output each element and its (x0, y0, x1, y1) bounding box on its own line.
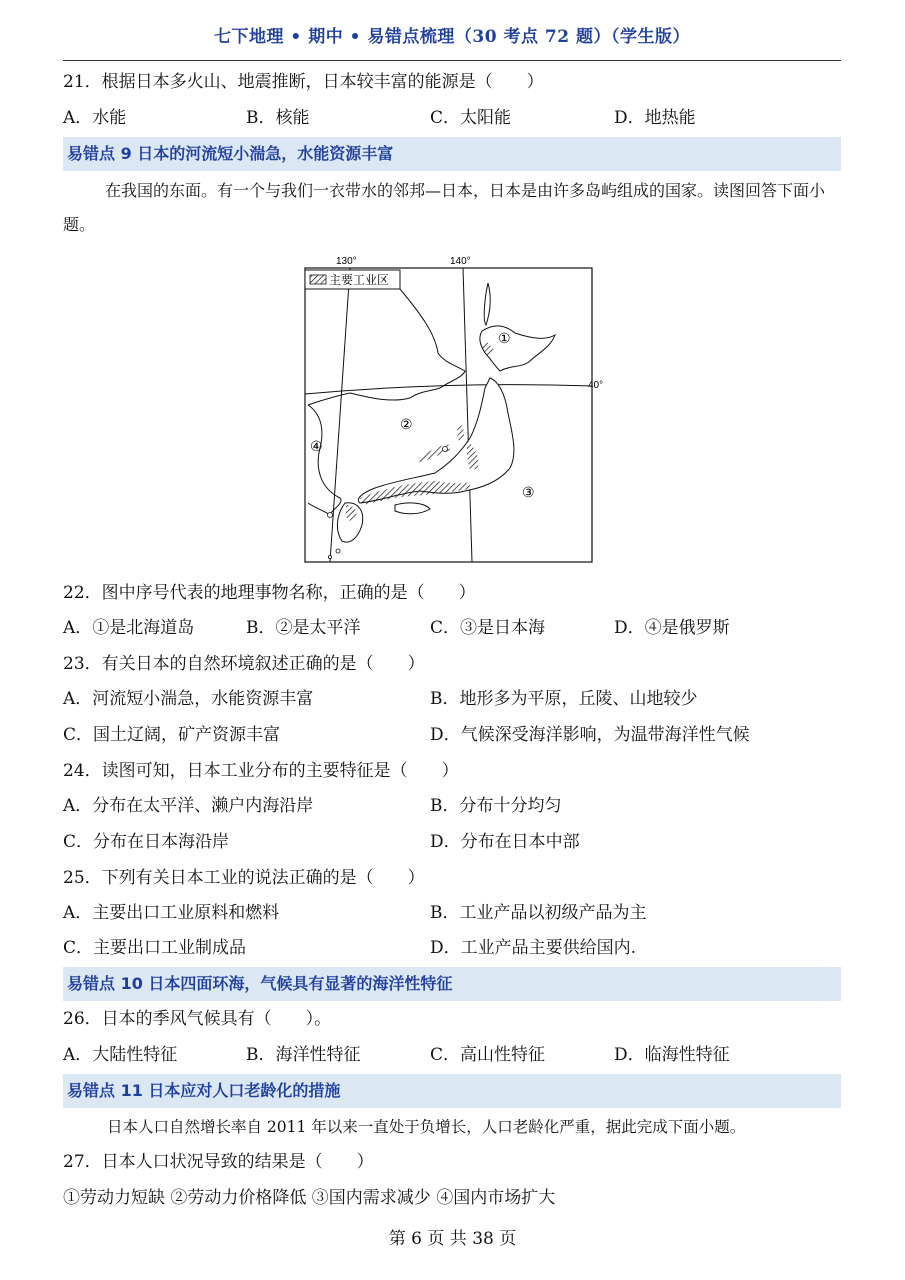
q23-option-d: D．气候深受海洋影响，为温带海洋性气候 (430, 725, 750, 745)
q23-option-a: A．河流短小湍急，水能资源丰富 (63, 689, 314, 709)
q22-option-a: A．①是北海道岛 (63, 618, 195, 638)
q27-stem: 27．日本人口状况导致的结果是（ ） (63, 1152, 374, 1172)
q25-option-b: B．工业产品以初级产品为主 (430, 903, 647, 923)
q22-option-d: D．④是俄罗斯 (614, 618, 730, 638)
q22-option-c: C．③是日本海 (430, 618, 546, 638)
q24-option-c: C．分布在日本海沿岸 (63, 832, 230, 852)
section-9-intro: 在我国的东面。有一个与我们一衣带水的邻邦—日本，日本是由许多岛屿组成的国家。读图回答下面小题。 (63, 181, 826, 234)
section-11-intro: 日本人口自然增长率自 2011 年以来一直处于负增长，人口老龄化严重，据此完成下面小题。 (107, 1118, 746, 1136)
header-rule (63, 60, 841, 61)
marker-2: ② (400, 417, 413, 433)
section-9-banner: 易错点 9 日本的河流短小湍急，水能资源丰富 (63, 137, 841, 171)
japan-map (300, 253, 604, 568)
q23-stem: 23．有关日本的自然环境叙述正确的是（ ） (63, 654, 425, 674)
q25-option-a: A．主要出口工业原料和燃料 (63, 903, 280, 923)
q24-option-d: D．分布在日本中部 (430, 832, 580, 852)
q21-stem: 21．根据日本多火山、地震推断，日本较丰富的能源是（ ） (63, 72, 544, 92)
small-island (328, 513, 333, 518)
q26-option-c: C．高山性特征 (430, 1045, 546, 1065)
small-island (328, 555, 331, 558)
q22-stem: 22．图中序号代表的地理事物名称，正确的是（ ） (63, 583, 476, 603)
q26-stem: 26．日本的季风气候具有（ ）。 (63, 1009, 332, 1029)
legend-hatch-swatch (310, 275, 326, 284)
q24-stem: 24．读图可知，日本工业分布的主要特征是（ ） (63, 761, 459, 781)
section-10-banner: 易错点 10 日本四面环海，气候具有显著的海洋性特征 (63, 967, 841, 1001)
q24-option-b: B．分布十分均匀 (430, 796, 562, 816)
q21-option-d: D．地热能 (614, 108, 696, 128)
q24-option-a: A．分布在太平洋、濑户内海沿岸 (63, 796, 314, 816)
section-11-banner: 易错点 11 日本应对人口老龄化的措施 (63, 1074, 841, 1108)
q25-option-c: C．主要出口工业制成品 (63, 938, 247, 958)
q26-option-b: B．海洋性特征 (246, 1045, 361, 1065)
lat-40-label: 40° (588, 380, 604, 391)
q26-option-a: A．大陆性特征 (63, 1045, 178, 1065)
q21-option-b: B．核能 (246, 108, 310, 128)
small-island (443, 447, 448, 452)
marker-4: ④ (310, 439, 323, 455)
marker-1: ① (498, 331, 511, 347)
legend-label: 主要工业区 (329, 273, 390, 287)
q21-option-c: C．太阳能 (430, 108, 512, 128)
q23-option-b: B．地形多为平原，丘陵、山地较少 (430, 689, 698, 709)
lon-130-label: 130° (336, 256, 357, 267)
q25-option-d: D．工业产品主要供给国内. (430, 938, 637, 958)
page-footer: 第 6 页 共 38 页 (388, 1229, 517, 1249)
q26-option-d: D．临海性特征 (614, 1045, 730, 1065)
marker-3: ③ (522, 485, 535, 501)
q25-stem: 25．下列有关日本工业的说法正确的是（ ） (63, 868, 425, 888)
lon-140-label: 140° (450, 256, 471, 267)
q21-option-a: A．水能 (63, 108, 127, 128)
q27-items: ①劳动力短缺 ②劳动力价格降低 ③国内需求减少 ④国内市场扩大 (63, 1188, 556, 1208)
q22-option-b: B．②是太平洋 (246, 618, 361, 638)
small-island (336, 549, 340, 553)
page-header: 七下地理 • 期中 • 易错点梳理（30 考点 72 题）（学生版） (214, 27, 690, 47)
q23-option-c: C．国土辽阔，矿产资源丰富 (63, 725, 281, 745)
